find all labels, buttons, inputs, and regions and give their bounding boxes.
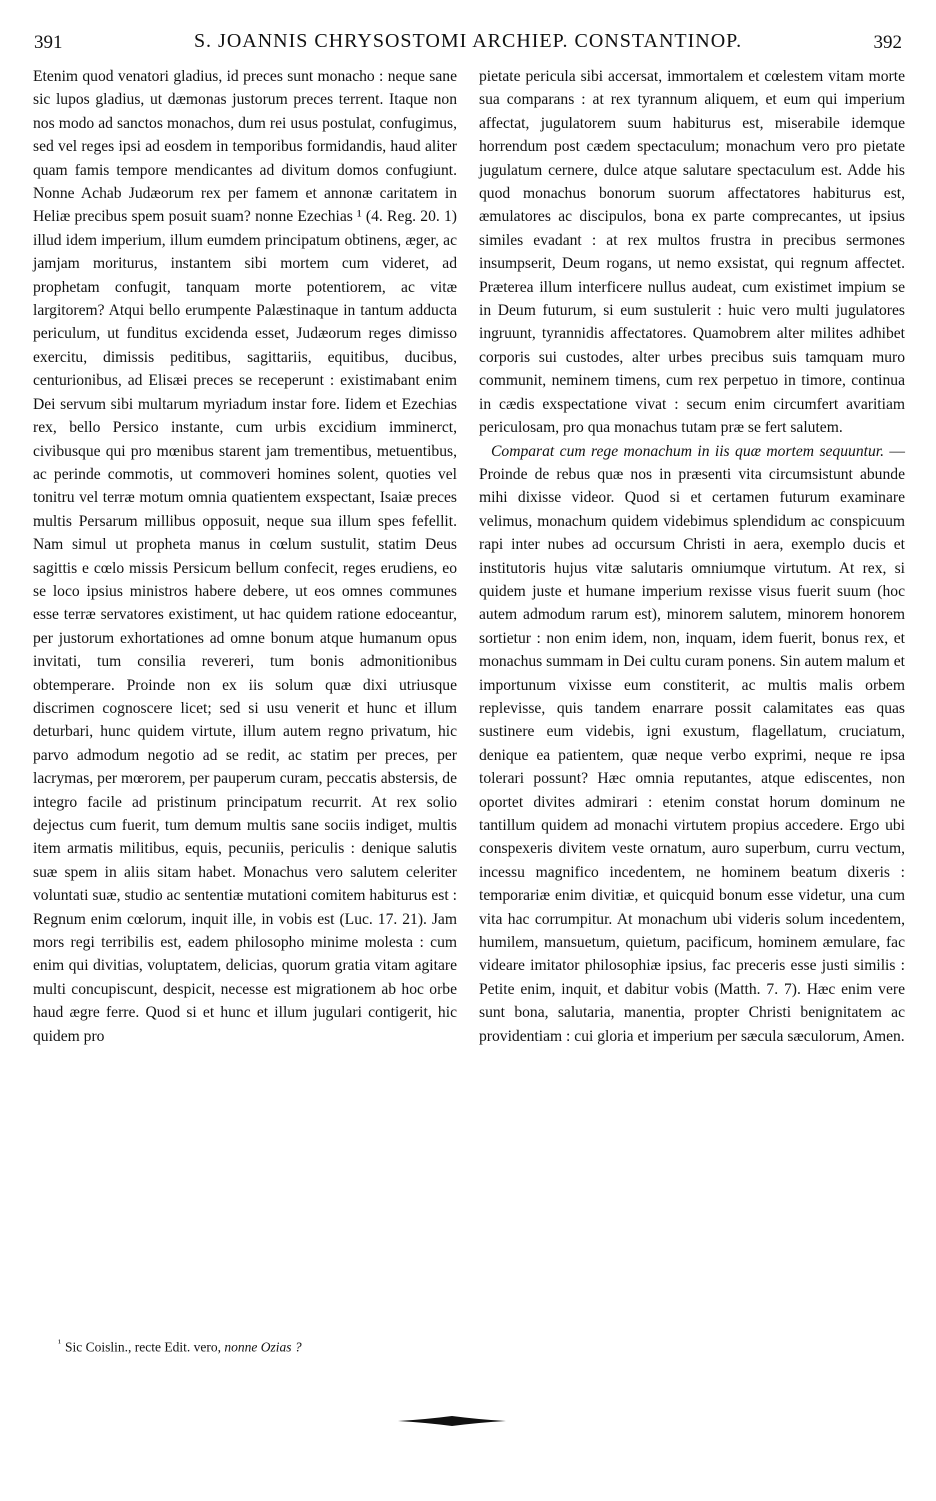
section-heading: Comparat cum rege monachum in iis quæ mortem sequuntur. bbox=[491, 442, 884, 460]
page-number-right: 392 bbox=[873, 32, 902, 53]
right-paragraph-2 bbox=[479, 440, 905, 1049]
running-title: S. JOANNIS CHRYSOSTOMI ARCHIEP. CONSTANTINOP. bbox=[193, 30, 743, 52]
footnote-italic: nonne Ozias ? bbox=[224, 1339, 302, 1355]
running-header bbox=[34, 30, 902, 60]
page-number-left: 391 bbox=[34, 32, 63, 53]
left-paragraph: Etenim quod venatori gladius, id preces sunt monacho : neque sane sic lupos gladius, ut dæmonas justorum preces terrent. Itaque non nos modo ad sanctos monachos, dum rei usus postulat, confugimus, sed vel reges ipsi ad eosdem in temporibus formidandis, haud aliter quam famis tempore mendicantes ad divitum domos confugiunt. Nonne Achab Judæorum rex per famem et annonæ caritatem in Heliæ precibus spem posuit suam? nonne Ezechias ¹ (4. Reg. 20. 1) illud idem imperium, illum eumdem principatum obtinens, æger, ac jamjam moriturus, instantem sibi mortem cum videret, ad prophetam confugit, tanquam morte potentiorem, ac vitæ largitorem? Atqui bello erumpente Palæstinaque in tantum adducta periculum, ut funditus excidenda esset, Judæorum reges dimisso exercitu, dimissis peditibus, sagittariis, equitibus, ducibus, centurionibus, ad Elisæi preces se receperunt : existimabant enim Dei servum sibi multarum myriadum instar fore. Iidem et Ezechias rex, bello Persico instante, cum urbis excidium imminerct, civibusque qui pro mœnibus starent jam trementibus, metuentibus, ac perinde commotis, ut commoveri homines solent, quoties vel tonitru vel terræ motum omnia quatientem exspectant, Isaiæ preces multis Persarum millibus opposuit, neque sua illum spes fefellit. Nam simul ut propheta manus in cœlum sustulit, statim Deus sagittis e cœlo missis Persicum bellum confecit, reges erudiens, eo se loco ipsius ministros habere debere, ut eos omnes communes esse terræ servatores existiment, ut hac quidem ratione edoceantur, per justorum exhortationes ad omne bonum atque humanum opus invitati, tum consilia revereri, tum bonis admonitionibus obtemperare. Proinde non ex iis solum quæ dixi utriusque discrimen cognoscere licet; sed si usu venerit et hunc et illum deturbari, hunc quidem virtute, illum autem regno privatum, hic parvo admodum negotio ad se redit, ac statim per preces, per lacrymas, per mœrorem, per pauperum curam, peccatis abstersis, de integro facile ad pristinum principatum recurrit. At rex solio dejectus cum fuerit, tum demum multis sane sociis indiget, multis item armatis militibus, equis, pecuniis, periculis : denique salutis suæ spem in aliis sitam habet. Monachus vero salutem celeriter voluntati suæ, studio ac sententiæ mutationi comitem habiturus est : Regnum enim cœlorum, inquit ille, in vobis est (Luc. 17. 21). Jam mors regi terribilis est, eadem philosopho minime molesta : cum enim qui divitias, voluptatem, delicias, quorum gratia vitam agitare multi concupiscunt, despicit, necesse est migrationem ab hoc orbe haud ægre ferre. Quod si et hunc et illum jugulari contigerit, hic quidem pro bbox=[33, 68, 457, 1045]
footnote-text: Sic Coislin., recte Edit. vero, bbox=[65, 1339, 221, 1355]
section-text: — Proinde de rebus quæ nos in præsenti vita circumsistunt abunde mihi dixisse videor. Quod si et certamen futurum examinare velimus, monachum quidem videbimus splendidum ac conspicuum rapi inter nubes ad occursum Christi in aera, exemplo ducis et institutoris hujus vitæ salutaris omniumque virtutum. At rex, si quidem juste et humane imperium rexisse visus fuerit suum (hoc autem admodum rarum est), minorem salutem, minorem honorem sortietur : non enim idem, non, inquam, idem fuerit, bonus rex, et monachus summam in Dei cultu curam ponens. Sin autem malum et importunum vixisse eum constiterit, ac multis malis orbem replevisse, quis tandem enarrare possit calamitates eas quas sustinere eum videbis, igni exustum, flagellatum, cruciatum, denique ea patientem, quæ neque verbo exprimi, neque re ipsa tolerari possunt? Hæc omnia reputantes, atque ediscentes, non oportet divites admirari : etenim constat horum dominum ne tantillum quidem ad monachi virtutem propius accedere. Ergo ubi conspexeris divitem veste ornatum, auro superbum, curru vectum, incessu magnifico incedentem, ne hominem beatum dixeris : temporariæ enim divitiæ, et quicquid bonum esse videtur, una cum vita hac corrumpitur. At monachum ubi videris solum incedentem, humilem, mansuetum, quietum, pacificum, hominem æmulare, fac videare imitator philosophiæ ipsius, fac preceris esse justi similis : Petite enim, inquit, et dabitur vobis (Matth. 7. 7). Hæc enim vere sunt bona, salutaria, manentia, propter Christi benignitatem ac providentiam : cui gloria et imperium per sæcula sæculorum, Amen. bbox=[479, 442, 905, 1045]
right-column bbox=[479, 65, 905, 1048]
right-paragraph-1: pietate pericula sibi accersat, immortalem et cœlestem vitam morte sua comparans : at rex tyrannum aliquem, et eum qui imperium affectat, jugulatorem suum habiturus est, miserabile idemque horrendum post cædem spectaculum; monachum vero pro pietate jugulatum cernere, dulce atque salutare spectaculum est. Adde his quod monachus bonorum suorum affectatores habiturus est, æmulatores ac discipulos, bona ex parte comprecantes, ut ipsius similes evadant : at rex multos frustra in precibus sermones insumpserit, Deum rogans, ut nemo exsistat, qui regnum affectet. Præterea illum interficere nullus audeat, cum existimet impium se in Deum futurum, si eum sustulerit : huic vero multi jugulatores ingruunt, tyrannidis affectatores. Quamobrem alter milites adhibet corporis sui custodes, alter urbes precibus suis tamquam muro communit, neminem timens, cum rex perpetuo in timore, continua in cædis exspectatione vivat : secum enim circumfert avaritiam periculosam, pro qua monachus tutam præ se fert salutem. bbox=[479, 68, 905, 437]
end-ornament-icon bbox=[398, 1414, 506, 1428]
left-column bbox=[33, 65, 457, 1048]
footnote-mark: ¹ bbox=[58, 1338, 61, 1349]
footnote bbox=[58, 1338, 302, 1356]
